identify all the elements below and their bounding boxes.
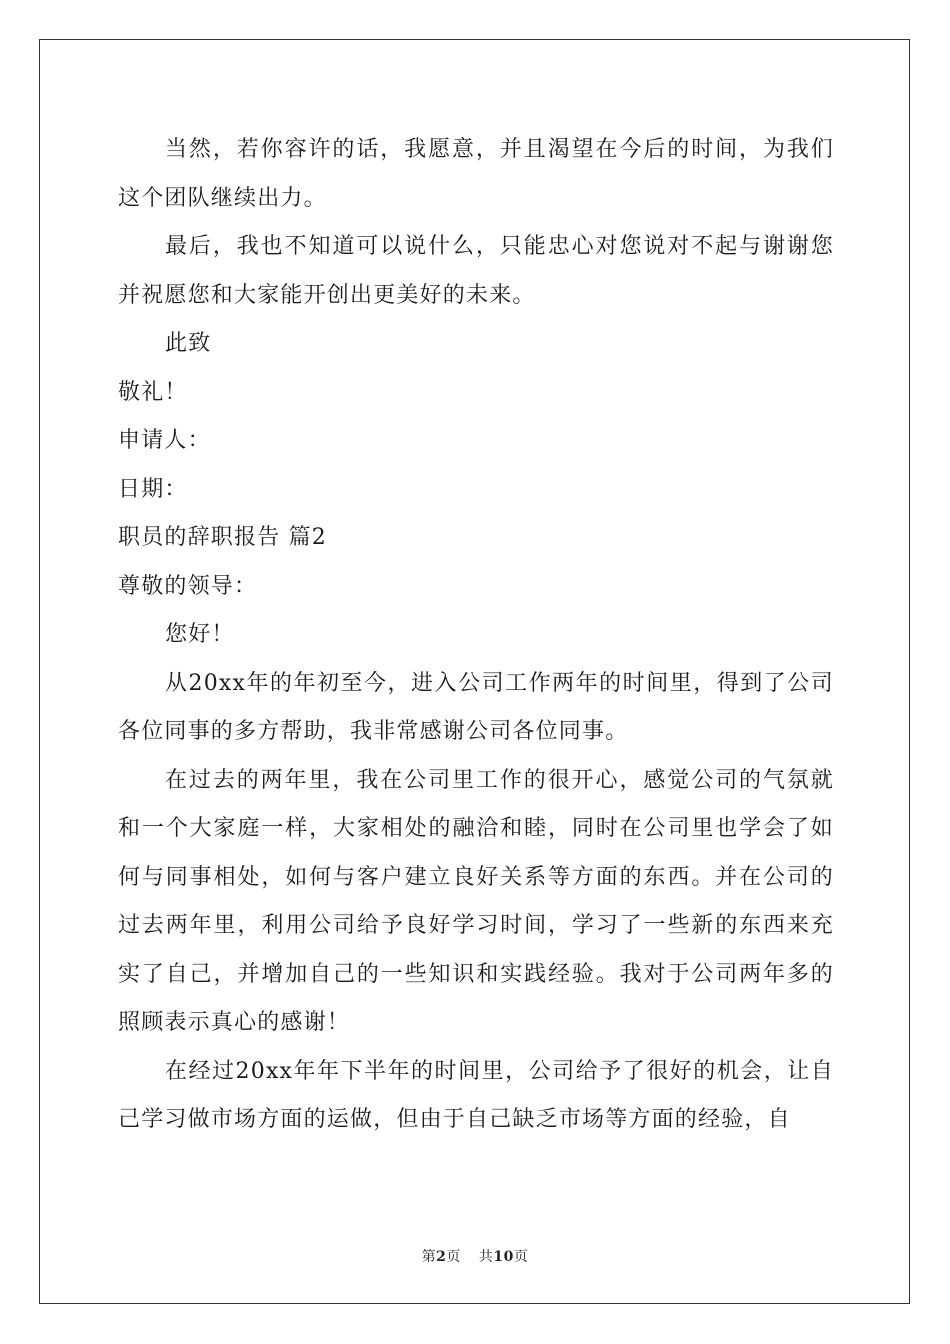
page-footer [0, 1246, 950, 1266]
total-prefix: 共 [478, 1249, 494, 1265]
paragraph-gratitude: 从20xx年的年初至今，进入公司工作两年的时间里，得到了公司各位同事的多方帮助，我非常感谢公司各位同事。 [118, 670, 834, 744]
paragraph-apology-thanks: 最后，我也不知道可以说什么，只能忠心对您说对不起与谢谢您并祝愿您和大家能开创出更美好的未来。 [118, 234, 834, 308]
letter-salutation: 尊敬的领导： [118, 573, 258, 599]
paragraph-continue-contribution: 当然，若你容许的话，我愿意，并且渴望在今后的时间，为我们这个团队继续出力。 [118, 137, 834, 211]
total-suffix: 页 [513, 1249, 529, 1265]
applicant-label: 申请人： [118, 428, 211, 453]
date-label: 日期： [118, 476, 188, 502]
paragraph-market-work: 在经过20xx年年下半年的时间里，公司给予了很好的机会，让自己学习做市场方面的运做，但由于自己缺乏市场等方面的经验，自 [118, 1058, 834, 1132]
page-current: 2 [436, 1249, 447, 1265]
letter-greeting: 您好！ [165, 622, 235, 647]
total-pages: 10 [493, 1249, 514, 1265]
page-suffix: 页 [446, 1249, 461, 1265]
document-body [118, 126, 834, 1145]
section-title: 职员的辞职报告 篇2 [118, 525, 327, 550]
closing-salutation: 此致 [165, 331, 212, 356]
paragraph-experience: 在过去的两年里，我在公司里工作的很开心，感觉公司的气氛就和一个大家庭一样，大家相处的融洽和睦，同时在公司里也学会了如何与同事相处，如何与客户建立良好关系等方面的东西。并在公司的过去两年里，利用公司给予良好学习时间，学习了一些新的东西来充实了自己，并增加自己的一些知识和实践经验。我对于公司两年多的照顾表示真心的感谢！ [118, 767, 834, 1035]
closing-respect: 敬礼！ [118, 379, 188, 405]
page-prefix: 第 [421, 1249, 437, 1265]
